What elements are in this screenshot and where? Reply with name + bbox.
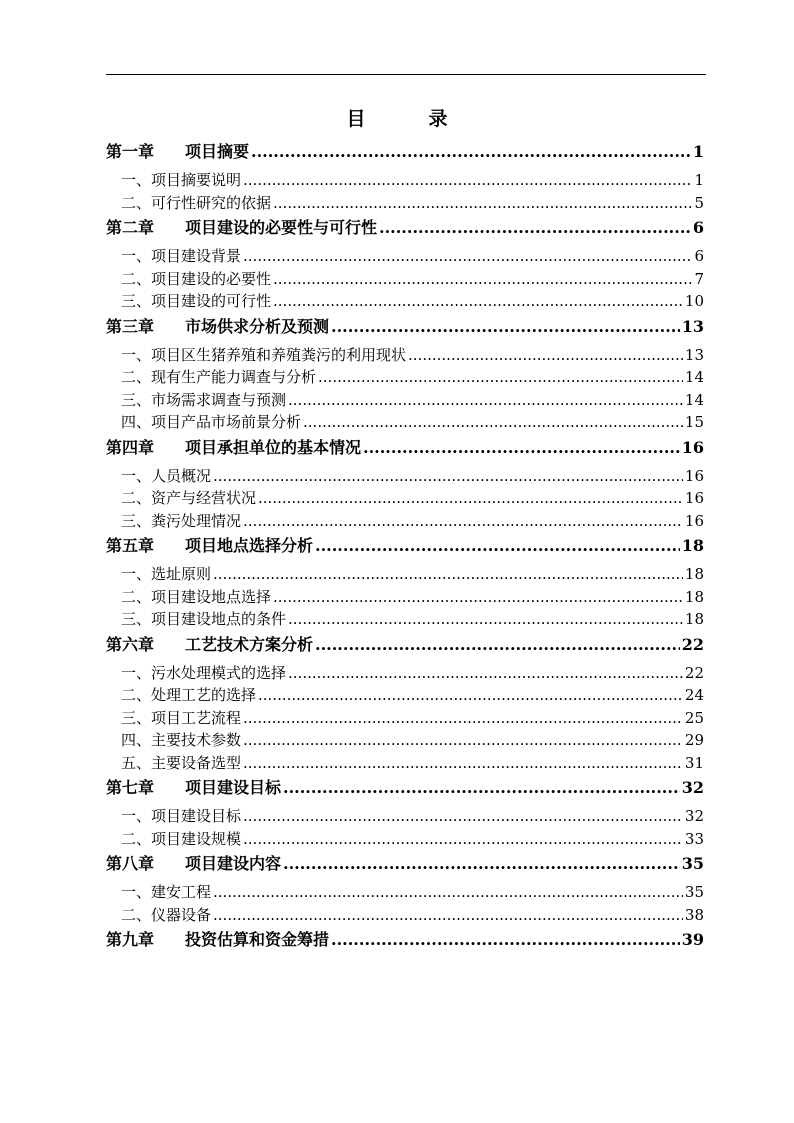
section-page-number: 33: [684, 829, 704, 848]
chapter-title: 市场供求分析及预测: [185, 316, 330, 336]
toc-chapter-entry[interactable]: [106, 216, 704, 240]
dot-leader: [243, 711, 683, 726]
dot-leader: [243, 249, 692, 264]
section-title: 四、主要技术参数: [121, 731, 242, 749]
table-of-contents: [106, 138, 704, 957]
toc-chapter-entry[interactable]: [106, 140, 704, 164]
toc-section-entry[interactable]: [106, 245, 704, 268]
section-page-number: 32: [684, 807, 704, 825]
section-page-number: 25: [684, 708, 704, 727]
chapter-number: 第一章: [106, 142, 155, 161]
toc-section-entry[interactable]: [106, 487, 704, 510]
dot-leader: [258, 491, 683, 506]
dot-leader: [243, 756, 683, 771]
section-title: 一、项目建设背景: [121, 247, 242, 265]
section-title: 三、市场需求调查与预测: [121, 390, 287, 409]
dot-leader: [318, 370, 683, 385]
section-title: 三、项目建设的可行性: [121, 292, 272, 310]
dot-leader: [363, 440, 680, 456]
section-title: 二、资产与经营状况: [121, 489, 257, 507]
chapter-title: 项目建设内容: [185, 854, 282, 873]
toc-section-entry[interactable]: [106, 586, 704, 609]
chapter-page-number: 16: [681, 437, 704, 457]
section-title: 二、项目建设地点选择: [121, 587, 272, 606]
header-rule: [106, 74, 706, 75]
chapter-page-number: 13: [681, 316, 704, 336]
dot-leader: [213, 885, 683, 900]
section-title: 三、项目建设地点的条件: [121, 610, 287, 628]
dot-leader: [243, 173, 692, 188]
section-title: 一、项目区生猪养殖和养殖粪污的利用现状: [121, 345, 407, 364]
section-page-number: 10: [684, 292, 704, 310]
toc-chapter-entry[interactable]: [106, 928, 704, 952]
toc-section-entry[interactable]: [106, 881, 704, 904]
dot-leader: [258, 688, 683, 703]
chapter-title: 投资估算和资金筹措: [185, 930, 330, 949]
toc-section-entry[interactable]: [106, 904, 704, 927]
toc-section-entry[interactable]: [106, 411, 704, 434]
chapter-number: 第七章: [106, 778, 155, 797]
dot-leader: [243, 809, 683, 824]
section-page-number: 14: [684, 368, 704, 386]
dot-leader: [331, 932, 680, 948]
chapter-title: 项目建设的必要性与可行性: [185, 218, 378, 237]
dot-leader: [243, 832, 683, 847]
section-page-number: 15: [684, 413, 704, 431]
dot-leader: [243, 514, 683, 529]
section-title: 三、粪污处理情况: [121, 511, 242, 530]
section-page-number: 18: [684, 587, 704, 606]
toc-chapter-entry[interactable]: [106, 315, 704, 339]
toc-section-entry[interactable]: [106, 563, 704, 586]
section-page-number: 24: [684, 686, 704, 704]
toc-section-entry[interactable]: [106, 608, 704, 631]
section-page-number: 7: [694, 269, 704, 288]
dot-leader: [288, 666, 683, 681]
chapter-page-number: 6: [692, 218, 704, 237]
section-page-number: 35: [684, 883, 704, 901]
toc-section-entry[interactable]: [106, 465, 704, 488]
section-title: 二、现有生产能力调查与分析: [121, 368, 317, 386]
toc-section-entry[interactable]: [106, 752, 704, 775]
toc-section-entry[interactable]: [106, 389, 704, 412]
dot-leader: [213, 567, 683, 582]
dot-leader: [288, 393, 683, 408]
dot-leader: [283, 856, 680, 872]
dot-leader: [213, 469, 683, 484]
chapter-title: 工艺技术方案分析: [185, 634, 314, 654]
section-page-number: 18: [684, 610, 704, 628]
chapter-number: 第八章: [106, 854, 155, 873]
chapter-title: 项目摘要: [185, 142, 250, 161]
toc-section-entry[interactable]: [106, 192, 704, 215]
section-title: 二、仪器设备: [121, 905, 212, 924]
dot-leader: [283, 780, 680, 796]
dot-leader: [315, 637, 680, 653]
toc-section-entry[interactable]: [106, 268, 704, 291]
dot-leader: [288, 612, 683, 627]
chapter-number: 第五章: [106, 536, 155, 555]
section-title: 一、选址原则: [121, 565, 212, 583]
dot-leader: [273, 294, 683, 309]
chapter-page-number: 35: [681, 854, 704, 873]
toc-section-entry[interactable]: [106, 344, 704, 367]
chapter-number: 第四章: [106, 437, 155, 457]
section-title: 三、项目工艺流程: [121, 708, 242, 727]
section-title: 二、可行性研究的依据: [121, 193, 272, 212]
dot-leader: [408, 348, 683, 363]
chapter-number: 第二章: [106, 218, 155, 237]
toc-section-entry[interactable]: [106, 169, 704, 192]
chapter-page-number: 32: [681, 778, 704, 797]
section-page-number: 16: [684, 511, 704, 530]
toc-section-entry[interactable]: [106, 805, 704, 828]
toc-chapter-entry[interactable]: [106, 534, 704, 558]
chapter-page-number: 22: [681, 634, 704, 654]
section-page-number: 14: [684, 390, 704, 409]
dot-leader: [251, 144, 691, 160]
chapter-number: 第九章: [106, 930, 155, 949]
dot-leader: [243, 733, 683, 748]
chapter-title: 项目地点选择分析: [185, 536, 314, 555]
toc-section-entry[interactable]: [106, 729, 704, 752]
section-page-number: 38: [684, 905, 704, 924]
chapter-page-number: 39: [681, 930, 704, 949]
section-title: 二、项目建设的必要性: [121, 269, 272, 288]
section-page-number: 1: [694, 171, 704, 189]
section-title: 一、人员概况: [121, 466, 212, 485]
dot-leader: [273, 590, 683, 605]
chapter-page-number: 1: [692, 142, 704, 161]
toc-section-entry[interactable]: [106, 707, 704, 730]
dot-leader: [213, 908, 683, 923]
section-page-number: 5: [694, 193, 704, 212]
dot-leader: [379, 220, 691, 236]
toc-title: 目 录: [346, 108, 470, 130]
section-title: 一、污水处理模式的选择: [121, 663, 287, 682]
section-page-number: 6: [694, 247, 704, 265]
section-title: 四、项目产品市场前景分析: [121, 413, 302, 431]
toc-chapter-entry[interactable]: [106, 852, 704, 876]
dot-leader: [273, 196, 692, 211]
section-title: 一、建安工程: [121, 883, 212, 901]
section-title: 一、项目摘要说明: [121, 171, 242, 189]
section-page-number: 16: [684, 466, 704, 485]
chapter-page-number: 18: [681, 536, 704, 555]
section-page-number: 29: [684, 731, 704, 749]
dot-leader: [315, 538, 680, 554]
dot-leader: [303, 415, 683, 430]
toc-chapter-entry[interactable]: [106, 436, 704, 460]
section-title: 五、主要设备选型: [121, 753, 242, 772]
section-page-number: 16: [684, 489, 704, 507]
toc-section-entry[interactable]: [106, 662, 704, 685]
section-page-number: 13: [684, 345, 704, 364]
toc-chapter-entry[interactable]: [106, 776, 704, 800]
chapter-title: 项目建设目标: [185, 778, 282, 797]
section-title: 一、项目建设目标: [121, 807, 242, 825]
section-page-number: 18: [684, 565, 704, 583]
toc-section-entry[interactable]: [106, 684, 704, 707]
section-title: 二、处理工艺的选择: [121, 686, 257, 704]
toc-chapter-entry[interactable]: [106, 633, 704, 657]
section-page-number: 22: [684, 663, 704, 682]
dot-leader: [273, 272, 692, 287]
dot-leader: [331, 319, 680, 335]
toc-section-entry[interactable]: [106, 366, 704, 389]
section-title: 二、项目建设规模: [121, 829, 242, 848]
toc-section-entry[interactable]: [106, 510, 704, 533]
toc-section-entry[interactable]: [106, 828, 704, 851]
chapter-number: 第六章: [106, 634, 155, 654]
chapter-number: 第三章: [106, 316, 155, 336]
section-page-number: 31: [684, 753, 704, 772]
chapter-title: 项目承担单位的基本情况: [185, 437, 362, 457]
toc-section-entry[interactable]: [106, 290, 704, 313]
